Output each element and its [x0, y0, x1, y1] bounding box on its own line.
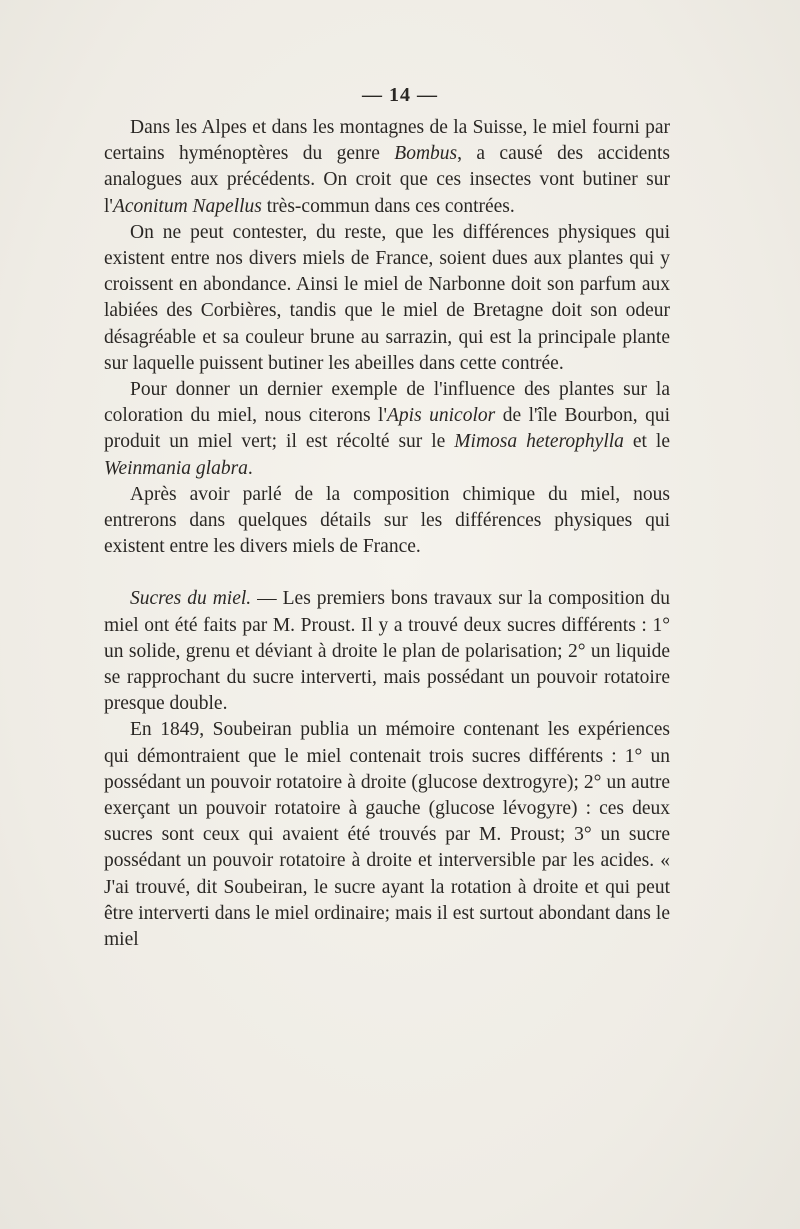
- paragraph-4: [104, 482, 670, 561]
- text-run: — Les premiers bons travaux sur la composition du miel ont été faits par M. Proust. Il y a trouvé deux sucres différents : 1° un solide, grenu et déviant à droite le plan de polarisation; 2° un liquide se rapprochant du sucre interverti, mais possédant un pouvoir rotatoire presque double.: [104, 588, 670, 715]
- paragraph-3: [104, 377, 670, 482]
- body-text: [104, 115, 670, 953]
- italic-term: Aconitum Napellus: [112, 195, 262, 217]
- text-run: En 1849, Soubeiran publia un mémoire contenant les expériences qui démontraient que le miel contenait trois sucres différents : 1° un possédant un pouvoir rotatoire à droite (glucose dextrogyre); 2° un autre exerçant un pouvoir rotatoire à gauche (glucose lévogyre) : ces deux sucres sont ceux qui avaient été trouvés par M. Proust; 3° un sucre possédant un pouvoir rotatoire à droite et interversible par les acides. « J'ai trouvé, dit Soubeiran, le sucre ayant la rotation à droite et qui peut être interverti dans le miel ordinaire; mais il est surtout abondant dans le miel: [104, 719, 670, 951]
- paragraph-6: [104, 717, 670, 953]
- text-run: très-commun dans ces contrées.: [261, 195, 515, 217]
- text-run: .: [247, 457, 253, 479]
- italic-term: Weinmania glabra: [104, 457, 248, 479]
- text-run: Après avoir parlé de la composition chimique du miel, nous entrerons dans quelques détails sur les différences physiques qui existent entre les divers miels de France.: [104, 483, 670, 558]
- italic-term: Bombus: [394, 143, 458, 165]
- text-run: Pour donner un dernier exemple de l'influence des plantes sur la coloration du miel, nous citerons l': [104, 379, 670, 427]
- italic-term: Apis unicolor: [386, 405, 496, 427]
- paragraph-2: [104, 220, 670, 377]
- italic-term: Mimosa heterophylla: [454, 431, 624, 453]
- paragraph-5-section-sucres: [104, 586, 670, 717]
- paragraph-1: [104, 115, 670, 220]
- text-run: et le: [623, 431, 670, 453]
- section-heading-italic: Sucres du miel.: [130, 588, 252, 610]
- page-number: — 14 —: [362, 84, 438, 106]
- text-run: , a causé des accidents analogues aux précédents. On croit que ces insectes vont butiner sur l': [104, 143, 670, 217]
- text-run: Dans les Alpes et dans les montagnes de la Suisse, le miel fourni par certains hyménoptères du genre: [104, 117, 670, 165]
- text-run: On ne peut contester, du reste, que les différences physiques qui existent entre nos divers miels de France, soient dues aux plantes qui y croissent en abondance. Ainsi le miel de Narbonne doit son parfum aux labiées des Corbières, tandis que le miel de Bretagne doit son odeur désagréable et sa couleur brune au sarrazin, qui est la principale plante sur laquelle puissent butiner les abeilles dans cette contrée.: [104, 221, 670, 374]
- text-run: de l'île Bourbon, qui produit un miel vert; il est récolté sur le: [104, 405, 671, 453]
